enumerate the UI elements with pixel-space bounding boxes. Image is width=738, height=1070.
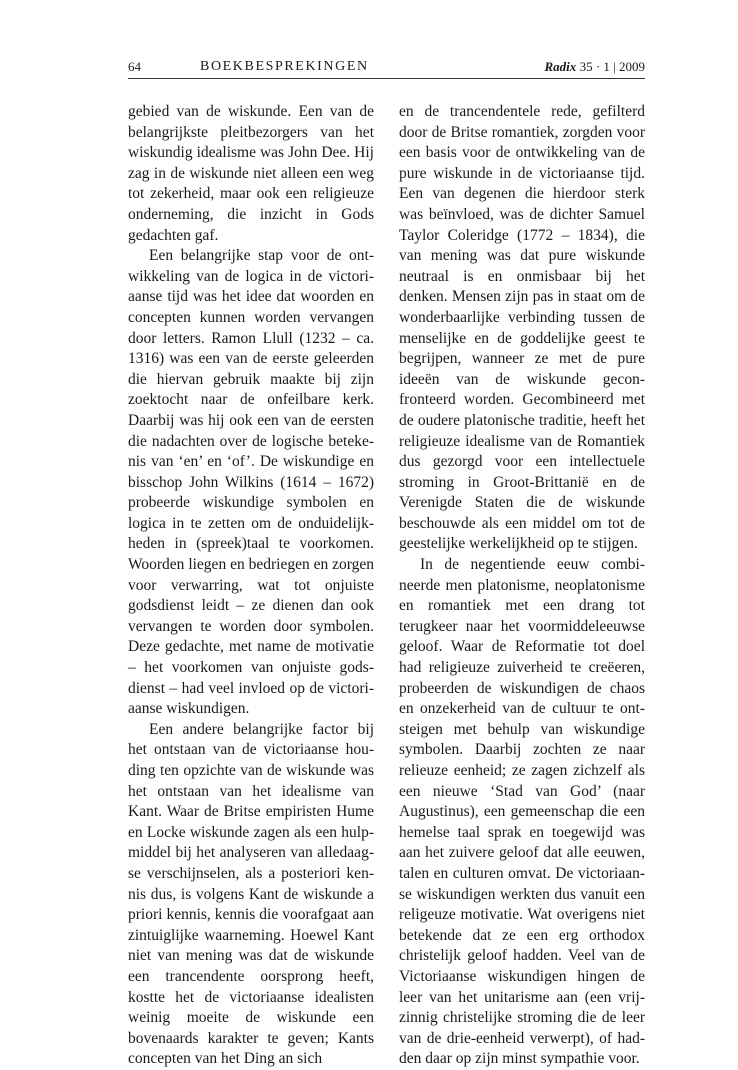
page-number: 64 [128,59,141,74]
section-title: BOEKBESPREKINGEN [200,59,369,74]
paragraph: gebied van de wiskunde. Een van de belangrijkste pleitbezorgers van het wiskundig idealisme was John Dee. Hij zag in de wiskunde niet alleen een weg tot zekerheid, maar ook een religieuze onderneming, die inzicht in Gods gedachten gaf. [128,103,374,244]
left-column [128,102,374,1070]
running-header [128,58,645,79]
journal-reference [545,58,645,76]
journal-name: Radix [544,59,577,74]
journal-issue: 35 · 1 | 2009 [579,59,645,74]
paragraph: en de trancendentele rede, gefilterd door de Britse romantiek, zorgden voor een basis voor de ontwikkeling van de pure wiskunde in de victoriaanse tijd. Een van degenen die hierdoor sterk was beïnvloed, was de dichter Samuel Taylor Coleridge (1772 – 1834), die van mening was dat pure wiskunde neutraal is en onmisbaar bij het denken. Mensen zijn pas in staat om de wonderbaarlijke verbinding tussen de menselijke en de goddelijke geest te begrijpen, wanneer ze met de pure ideeën van de wiskunde geconfronteerd worden. Gecombineerd met de oudere platonische traditie, heeft het religieuze idealisme van de Romantiek dus gezorgd voor een intellectuele stroming in Groot-Brittanië en de Verenigde Staten die de wiskunde beschouwde als een middel om tot de geestelijke werkelijkheid op te stijgen. [399,103,645,553]
right-column [399,102,645,1070]
paragraph: Een andere belangrijke factor bij het ontstaan van de victoriaanse houding ten opzichte van de wiskunde was het ontstaan van het idealisme van Kant. Waar de Britse empiristen Hume en Locke wiskunde zagen als een hulpmiddel bij het analyseren van alledaagse verschijnselen, als a posteriori kennis dus, is volgens Kant de wiskunde a priori kennis, kennis die voorafgaat aan zintuiglijke waarneming. Hoewel Kant niet van mening was dat de wiskunde een trancendente oorsprong heeft, kostte het de victoriaanse idealisten weinig moeite de wiskunde een bovenaards karakter te geven; Kants concepten van het Ding an sich [128,720,374,1068]
paragraph: Een belangrijke stap voor de ontwikkeling van de logica in de victoriaanse tijd was het idee dat woorden en concepten kunnen worden vervangen door letters. Ramon Llull (1232 – ca. 1316) was een van de eerste geleerden die hiervan gebruik maakte bij zijn zoektocht naar de onfeilbare kerk. Daarbij was hij ook een van de eersten die nadachten over de logische betekenis van ‘en’ en ‘of’. De wiskundige en bisschop John Wilkins (1614 – 1672) probeerde wiskundige symbolen en logica in te zetten om de onduidelijkheden in (spreek)taal te voorkomen. Woorden liegen en bedriegen en zorgen voor verwarring, wat tot onjuiste godsdienst leidt – ze dienen dan ook vervangen te worden door symbolen. Deze gedachte, met name de motivatie – het voorkomen van onjuiste godsdienst – had veel invloed op de victoriaanse wiskundigen. [128,247,374,718]
paragraph: In de negentiende eeuw combineerde men platonisme, neoplatonisme en romantiek met een drang tot terugkeer naar het voormiddeleeuwse geloof. Waar de Reformatie tot doel had religieuze zuiverheid te creëeren, probeerden de wiskundigen de chaos en onzekerheid van de cultuur te ontsteigen met behulp van wiskundige symbolen. Daarbij zochten ze naar relieuze eenheid; ze zagen zichzelf als een nieuwe ‘Stad van God’ (naar Augustinus), een gemeenschap die een hemelse taal sprak en toegewijd was aan het zuivere geloof dat alle eeuwen, talen en culturen omvat. De victoriaanse wiskundigen werkten dus vanuit een religeuze motivatie. Wat overigens niet betekende dat ze een erg orthodox christelijk geloof hadden. Veel van de Victoriaanse wiskundigen hingen de leer van het unitarisme aan (een vrijzinnig christelijke stroming die de leer van de drie-eenheid verwerpt), of hadden daar op zijn minst sympathie voor. [399,556,645,1068]
